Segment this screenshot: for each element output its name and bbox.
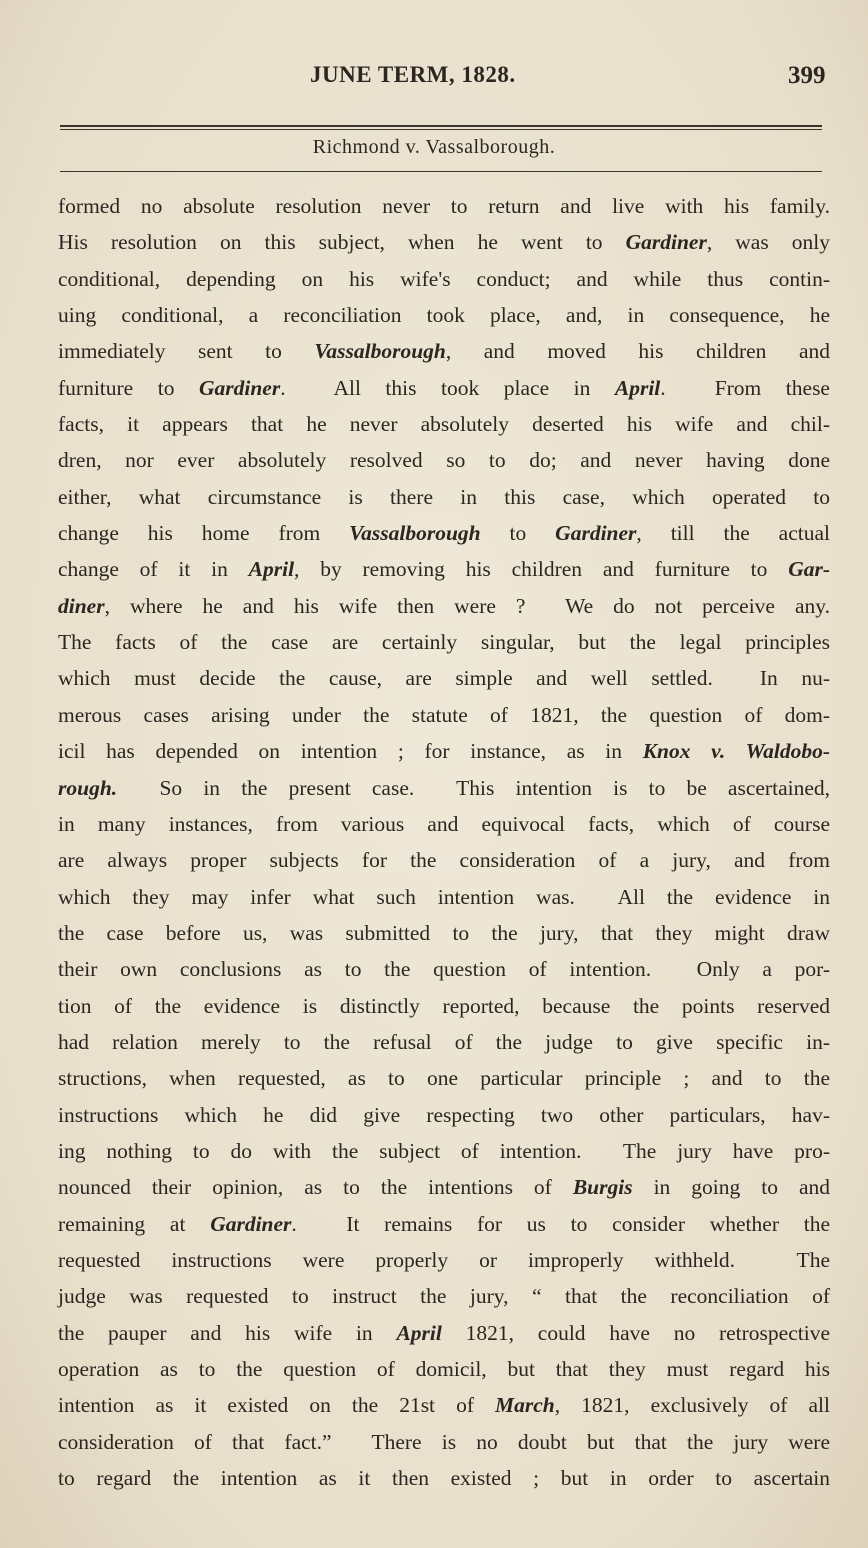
text-segment: consideration of that fact.” There is no doubt but that the jury were: [58, 1429, 830, 1454]
text-segment: merous cases arising under the statute of 1821, the question of dom-: [58, 702, 830, 727]
text-segment: , where he and his wife then were ? We do not perceive any.: [104, 593, 830, 618]
text-segment: , 1821, exclusively of all: [554, 1393, 830, 1418]
text-segment: . It remains for us to consider whether the: [291, 1211, 830, 1236]
italic-name: Gardiner: [555, 521, 637, 546]
header-rule: [60, 125, 822, 127]
text-line: [58, 1060, 830, 1096]
text-line: [58, 1424, 830, 1460]
text-line: [58, 515, 830, 551]
text-segment: tion of the evidence is distinctly reported, because the points reserved: [58, 993, 830, 1018]
text-segment: to: [480, 521, 556, 546]
text-segment: change of it in: [58, 557, 249, 582]
text-segment: to regard the intention as it then existed ; but in order to ascertain: [58, 1466, 830, 1491]
text-line: [58, 588, 830, 624]
text-segment: are always proper subjects for the consideration of a jury, and from: [58, 848, 830, 873]
text-line: [58, 1387, 830, 1423]
text-line: [58, 188, 830, 224]
text-line: [58, 406, 830, 442]
text-line: [58, 224, 830, 260]
header-rule: [60, 129, 822, 130]
text-segment: , and moved his children and: [445, 339, 830, 364]
text-segment: 1821, could have no retrospective: [441, 1320, 830, 1345]
italic-name: Gar-: [788, 557, 830, 582]
text-segment: instructions which he did give respecting two other particulars, hav-: [58, 1102, 830, 1127]
italic-name: April: [614, 375, 661, 400]
text-segment: facts, it appears that he never absolutely deserted his wife and chil-: [58, 412, 830, 437]
text-segment: So in the present case. This intention is to be ascertained,: [117, 775, 830, 800]
italic-name: April: [396, 1320, 442, 1345]
text-line: [58, 915, 830, 951]
running-title: JUNE TERM, 1828.: [310, 62, 516, 87]
text-segment: , till the actual: [636, 521, 830, 546]
text-segment: operation as to the question of domicil, but that they must regard his: [58, 1357, 830, 1381]
text-line: [58, 551, 830, 587]
text-line: [58, 806, 830, 842]
text-segment: , was only: [706, 230, 830, 255]
italic-name: Vassalborough: [349, 521, 481, 546]
text-segment: which must decide the cause, are simple and well settled. In nu-: [58, 666, 830, 691]
text-segment: the pauper and his wife in: [58, 1320, 397, 1345]
italic-name: Gardiner: [210, 1211, 292, 1236]
text-line: [58, 842, 830, 878]
text-line: [58, 333, 830, 369]
text-segment: structions, when requested, as to one particular principle ; and to the: [58, 1066, 830, 1091]
text-line: [58, 660, 830, 696]
text-segment: immediately sent to: [58, 339, 315, 364]
text-line: [58, 370, 830, 406]
italic-name: rough.: [58, 775, 118, 800]
case-title: Richmond v. Vassalborough.: [312, 136, 556, 158]
text-segment: in going to and: [632, 1175, 831, 1200]
page-number: 399: [788, 62, 826, 89]
text-segment: ing nothing to do with the subject of intention. The jury have pro-: [58, 1138, 830, 1163]
text-line: [58, 1206, 830, 1242]
italic-name: April: [248, 557, 295, 582]
italic-name: diner: [58, 593, 105, 618]
text-segment: uing conditional, a reconciliation took place, and, in consequence, he: [58, 303, 830, 328]
text-segment: remaining at: [58, 1211, 211, 1236]
italic-name: Burgis: [572, 1175, 633, 1200]
text-segment: His resolution on this subject, when he went to: [58, 230, 626, 255]
text-segment: . All this took place in: [280, 375, 615, 400]
text-segment: furniture to: [58, 375, 199, 400]
text-line: [58, 1278, 830, 1314]
text-segment: change his home from: [58, 521, 350, 546]
italic-name: March: [495, 1393, 555, 1418]
text-line: [58, 1169, 830, 1205]
text-segment: intention as it existed on the 21st of: [58, 1393, 496, 1418]
italic-name: Gardiner: [198, 375, 281, 400]
text-line: [58, 1133, 830, 1169]
text-segment: . From these: [660, 375, 830, 400]
text-line: [58, 879, 830, 915]
italic-name: Vassalborough: [314, 339, 446, 364]
text-segment: conditional, depending on his wife's conduct; and while thus contin-: [58, 266, 830, 291]
text-line: [58, 1460, 830, 1496]
case-title-rule: [60, 171, 822, 172]
text-segment: their own conclusions as to the question of intention. Only a por-: [58, 957, 830, 982]
italic-name: Gardiner: [625, 230, 707, 255]
text-segment: The facts of the case are certainly singular, but the legal principles: [58, 630, 830, 655]
text-line: [58, 733, 830, 769]
text-line: [58, 1097, 830, 1133]
text-line: [58, 1315, 830, 1351]
text-segment: , by removing his children and furniture to: [294, 557, 789, 582]
text-line: [58, 1242, 830, 1278]
text-line: [58, 770, 830, 806]
text-segment: judge was requested to instruct the jury, “ that the reconciliation of: [58, 1284, 830, 1309]
text-line: [58, 261, 830, 297]
body-text: [58, 188, 830, 1496]
italic-name: Knox v. Waldobo-: [642, 739, 830, 764]
text-segment: formed no absolute resolution never to return and live with his family.: [58, 194, 830, 218]
text-segment: which they may infer what such intention was. All the evidence in: [58, 884, 830, 909]
text-line: [58, 951, 830, 987]
text-line: [58, 697, 830, 733]
text-line: [58, 624, 830, 660]
text-line: [58, 1024, 830, 1060]
text-line: [58, 442, 830, 478]
text-segment: dren, nor ever absolutely resolved so to do; and never having done: [58, 448, 830, 473]
text-segment: in many instances, from various and equivocal facts, which of course: [58, 811, 830, 836]
text-line: [58, 1351, 830, 1387]
text-line: [58, 297, 830, 333]
text-segment: nounced their opinion, as to the intentions of: [58, 1175, 573, 1200]
text-segment: requested instructions were properly or improperly withheld. The: [58, 1247, 830, 1272]
text-segment: either, what circumstance is there in this case, which operated to: [58, 484, 830, 509]
text-segment: icil has depended on intention ; for instance, as in: [58, 739, 643, 764]
text-line: [58, 988, 830, 1024]
text-segment: the case before us, was submitted to the jury, that they might draw: [58, 920, 830, 945]
text-line: [58, 479, 830, 515]
text-segment: had relation merely to the refusal of the judge to give specific in-: [58, 1029, 830, 1054]
